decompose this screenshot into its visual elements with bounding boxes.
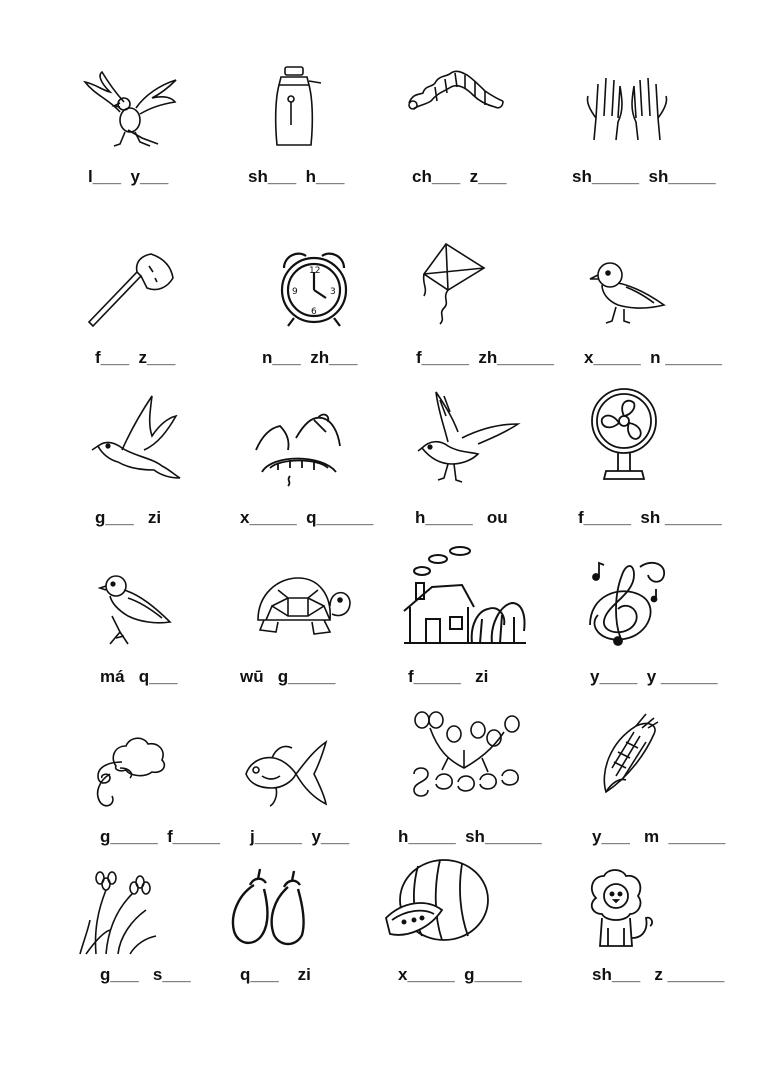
item-caption: g_____ f_____ <box>100 827 221 846</box>
item-caption: q___ zi <box>240 965 311 984</box>
item-caption: y____ y ______ <box>590 667 718 686</box>
dove-icon <box>92 392 182 482</box>
item-caption: y___ m ______ <box>592 827 726 846</box>
thermos-icon <box>265 65 325 150</box>
bridge-icon <box>252 410 347 485</box>
fan-icon <box>588 385 660 485</box>
house-icon <box>402 545 527 645</box>
item-caption: sh_____ sh_____ <box>572 167 716 186</box>
item-caption: f___ z___ <box>95 348 176 367</box>
item-caption: h_____ sh______ <box>398 827 542 846</box>
item-caption: l___ y___ <box>88 167 169 186</box>
svg-text:3: 3 <box>330 287 336 297</box>
watermelon-icon <box>382 858 492 946</box>
svg-text:6: 6 <box>311 307 317 317</box>
item-caption: x_____ g_____ <box>398 965 522 984</box>
alarm-clock-icon <box>272 246 357 331</box>
cloud-wind-icon <box>80 732 170 812</box>
item-caption: má q___ <box>100 667 178 686</box>
turtle-icon <box>252 570 352 640</box>
item-caption: f_____ zi <box>408 667 489 686</box>
peanut-plant-icon <box>408 710 523 798</box>
corn-icon <box>596 712 661 797</box>
svg-text:12: 12 <box>309 266 321 276</box>
eggplant-icon <box>228 865 308 950</box>
item-caption: f_____ zh______ <box>416 348 554 367</box>
item-caption: f_____ sh ______ <box>578 508 722 527</box>
hands-icon <box>580 70 675 145</box>
item-caption: g___ s___ <box>100 965 191 984</box>
kite-icon <box>418 240 488 325</box>
seagull-icon <box>418 390 520 488</box>
axe-icon <box>85 252 180 332</box>
item-caption: wū g_____ <box>240 667 336 686</box>
item-caption: j_____ y___ <box>250 827 350 846</box>
item-caption: x_____ q______ <box>240 508 374 527</box>
bird-on-branch-icon <box>98 570 173 645</box>
sparrow-icon <box>588 255 668 330</box>
music-note-icon <box>580 555 670 647</box>
rice-plant-icon <box>76 870 161 955</box>
item-caption: sh___ z ______ <box>592 965 725 984</box>
eagle-icon <box>80 70 180 152</box>
caterpillar-icon <box>405 65 507 120</box>
item-caption: x_____ n ______ <box>584 348 723 367</box>
item-caption: g___ zi <box>95 508 162 527</box>
item-caption: sh___ h___ <box>248 167 345 186</box>
goldfish-icon <box>242 738 330 808</box>
item-caption: n___ zh___ <box>262 348 358 367</box>
item-caption: ch___ z___ <box>412 167 507 186</box>
lion-icon <box>582 868 662 950</box>
item-caption: h_____ ou <box>415 508 508 527</box>
svg-text:9: 9 <box>292 287 298 297</box>
